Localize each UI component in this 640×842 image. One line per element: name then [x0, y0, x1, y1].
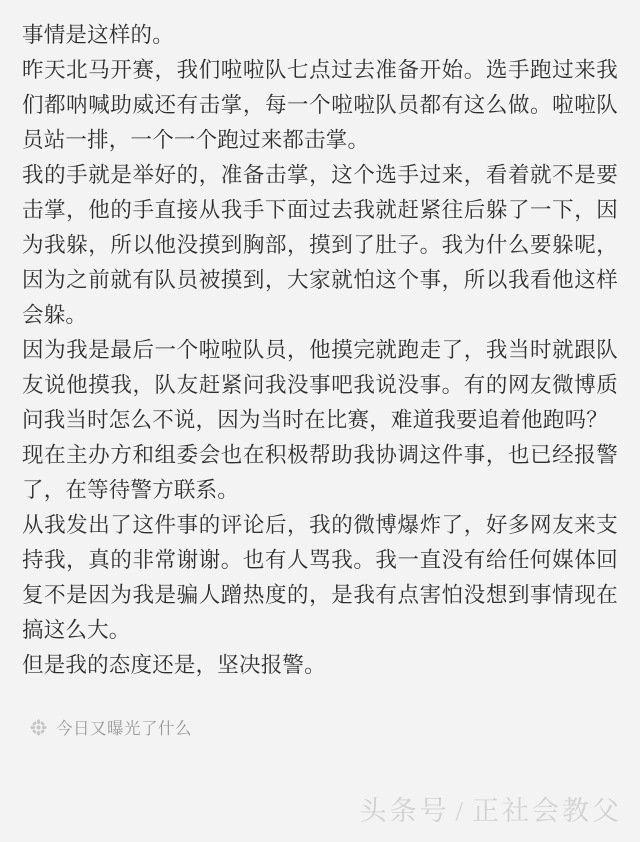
paragraph: 现在主办方和组委会也在积极帮助我协调这件事，也已经报警了，在等待警方联系。	[22, 443, 618, 502]
watermark-separator: /	[455, 796, 466, 826]
paragraph: 昨天北马开赛，我们啦啦队七点过去准备开始。选手跑过来我们都呐喊助威还有击掌，每一个啦啦队员都有这么做。啦啦队员站一排，一个一个跑过来都击掌。	[22, 58, 618, 152]
paragraph: 从我发出了这件事的评论后，我的微博爆炸了，好多网友来支持我，真的非常谢谢。也有人骂我。我一直没有给任何媒体回复不是因为我是骗人蹭热度的，是我有点害怕没想到事情现在搞这么大。	[22, 513, 618, 642]
topic-tag[interactable]	[22, 715, 618, 739]
topic-tag-label: 今日又曝光了什么	[56, 719, 192, 738]
paragraph: 我的手就是举好的，准备击掌，这个选手过来，看着就不是要击掌，他的手直接从我手下面过去我就赶紧往后躲了一下，因为我躲，所以他没摸到胸部，摸到了肚子。我为什么要躲呢，因为之前就有队员被摸到，大家就怕这个事，所以我看他这样会躲。	[22, 163, 618, 327]
watermark	[359, 789, 622, 828]
asterisk-flower-icon	[30, 719, 47, 736]
paragraph: 因为我是最后一个啦啦队员，他摸完就跑走了，我当时就跟队友说他摸我，队友赶紧问我没事吧我说没事。有的网友微博质问我当时怎么不说，因为当时在比赛，难道我要追着他跑吗？	[22, 338, 618, 432]
paragraph: 事情是这样的。	[22, 23, 174, 47]
paragraph: 但是我的态度还是，坚决报警。	[22, 653, 326, 677]
watermark-right: 正社会教父	[472, 796, 622, 826]
watermark-left: 头条号	[359, 796, 450, 826]
